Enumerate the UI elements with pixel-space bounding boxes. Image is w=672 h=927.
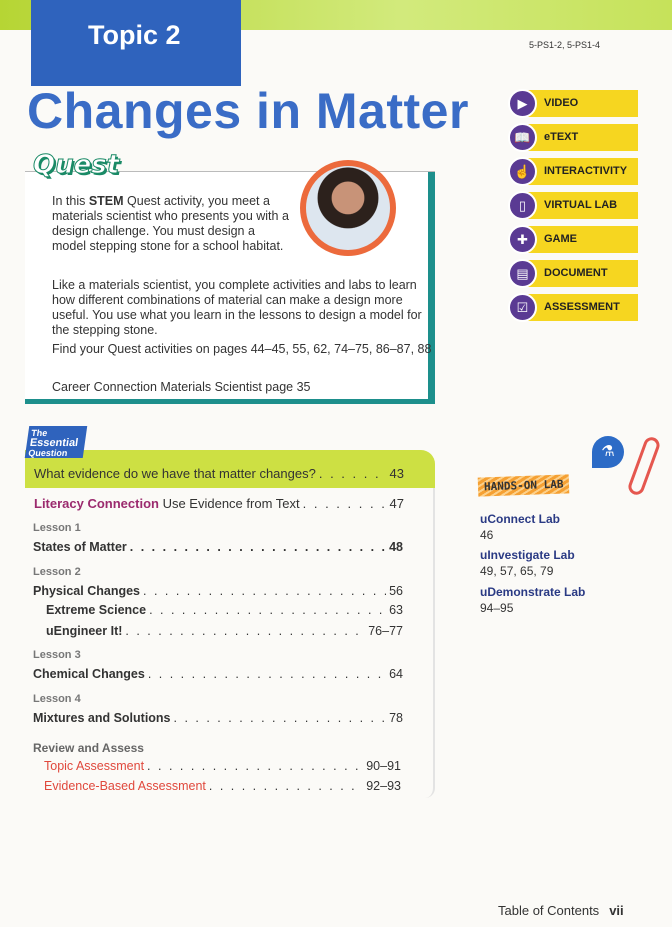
tablet-icon: ▯ bbox=[508, 191, 537, 220]
toc-essential-question[interactable]: What evidence do we have that matter changes? . . . 43 bbox=[34, 466, 404, 481]
lab-udemonstrate-pages: 94–95 bbox=[480, 601, 514, 615]
page-title: Changes in Matter bbox=[27, 83, 469, 139]
media-virtual-lab[interactable]: ▯ VIRTUAL LAB bbox=[508, 192, 638, 219]
quest-pages: Find your Quest activities on pages 44–45, 55, 62, 74–75, 86–87, 88 bbox=[52, 342, 432, 356]
toc-literacy-connection[interactable]: Literacy Connection Use Evidence from Text . . . 47 bbox=[34, 496, 404, 511]
review-label: Review and Assess bbox=[33, 741, 144, 755]
standards: 5-PS1-2, 5-PS1-4 bbox=[529, 40, 601, 50]
toc-topic-assessment[interactable]: Topic Assessment . . . 90–91 bbox=[44, 759, 401, 773]
media-assessment[interactable]: ☑ ASSESSMENT bbox=[508, 294, 638, 321]
media-game[interactable]: ✚ GAME bbox=[508, 226, 638, 253]
lab-uconnect-pages: 46 bbox=[480, 528, 494, 542]
hands-on-lab-header: HANDS-ON LAB bbox=[478, 474, 570, 496]
toc-lesson-1[interactable]: States of Matter . . . 48 bbox=[33, 540, 403, 554]
essential-question-badge: The Essential Question bbox=[25, 426, 87, 458]
scientist-photo bbox=[300, 160, 396, 256]
lesson-1-label: Lesson 1 bbox=[33, 522, 81, 534]
lesson-3-label: Lesson 3 bbox=[33, 649, 81, 661]
lesson-4-label: Lesson 4 bbox=[33, 693, 81, 705]
lab-uinvestigate-pages: 49, 57, 65, 79 bbox=[480, 564, 554, 578]
document-icon: ▤ bbox=[508, 259, 537, 288]
toc-lesson-3[interactable]: Chemical Changes . . . 64 bbox=[33, 667, 403, 681]
video-icon: ▶ bbox=[508, 89, 537, 118]
career-connection: Career Connection Materials Scientist page 35 bbox=[52, 380, 311, 394]
toc-evidence-assessment[interactable]: Evidence-Based Assessment . . . 92–93 bbox=[44, 779, 401, 793]
quest-logo: Quest bbox=[33, 150, 120, 180]
media-video[interactable]: ▶ VIDEO bbox=[508, 90, 638, 117]
media-etext[interactable]: 📖 eTEXT bbox=[508, 124, 638, 151]
paperclip-icon bbox=[626, 435, 662, 497]
quest-intro: In this STEM Quest activity, you meet a materials scientist who presents you with a design challenge. You must design a model stepping stone for a school habitat. bbox=[52, 194, 289, 253]
flask-icon: ⚗ bbox=[592, 436, 624, 468]
lab-uconnect[interactable]: uConnect Lab bbox=[480, 512, 560, 526]
topic-label: Topic 2 bbox=[31, 0, 241, 86]
toc-lesson-2[interactable]: Physical Changes . . . 56 bbox=[33, 584, 403, 598]
quest-description: Like a materials scientist, you complete activities and labs to learn how different combinations of material can make a design more useful. You use what you learn in the lessons to design a model for the stepping stone. bbox=[52, 278, 422, 337]
toc-uengineer-it[interactable]: uEngineer It! . . . 76–77 bbox=[46, 624, 403, 638]
toc-lesson-4[interactable]: Mixtures and Solutions . . . 78 bbox=[33, 711, 403, 725]
book-icon: 📖 bbox=[508, 123, 537, 152]
hand-pointer-icon: ☝ bbox=[508, 157, 537, 186]
lab-uinvestigate[interactable]: uInvestigate Lab bbox=[480, 548, 575, 562]
lesson-2-label: Lesson 2 bbox=[33, 566, 81, 578]
footer: Table of Contents vii bbox=[498, 903, 624, 918]
lab-udemonstrate[interactable]: uDemonstrate Lab bbox=[480, 585, 586, 599]
gamepad-icon: ✚ bbox=[508, 225, 537, 254]
checkbox-icon: ☑ bbox=[508, 293, 537, 322]
media-document[interactable]: ▤ DOCUMENT bbox=[508, 260, 638, 287]
toc-extreme-science[interactable]: Extreme Science . . . 63 bbox=[46, 603, 403, 617]
media-interactivity[interactable]: ☝ INTERACTIVITY bbox=[508, 158, 638, 185]
